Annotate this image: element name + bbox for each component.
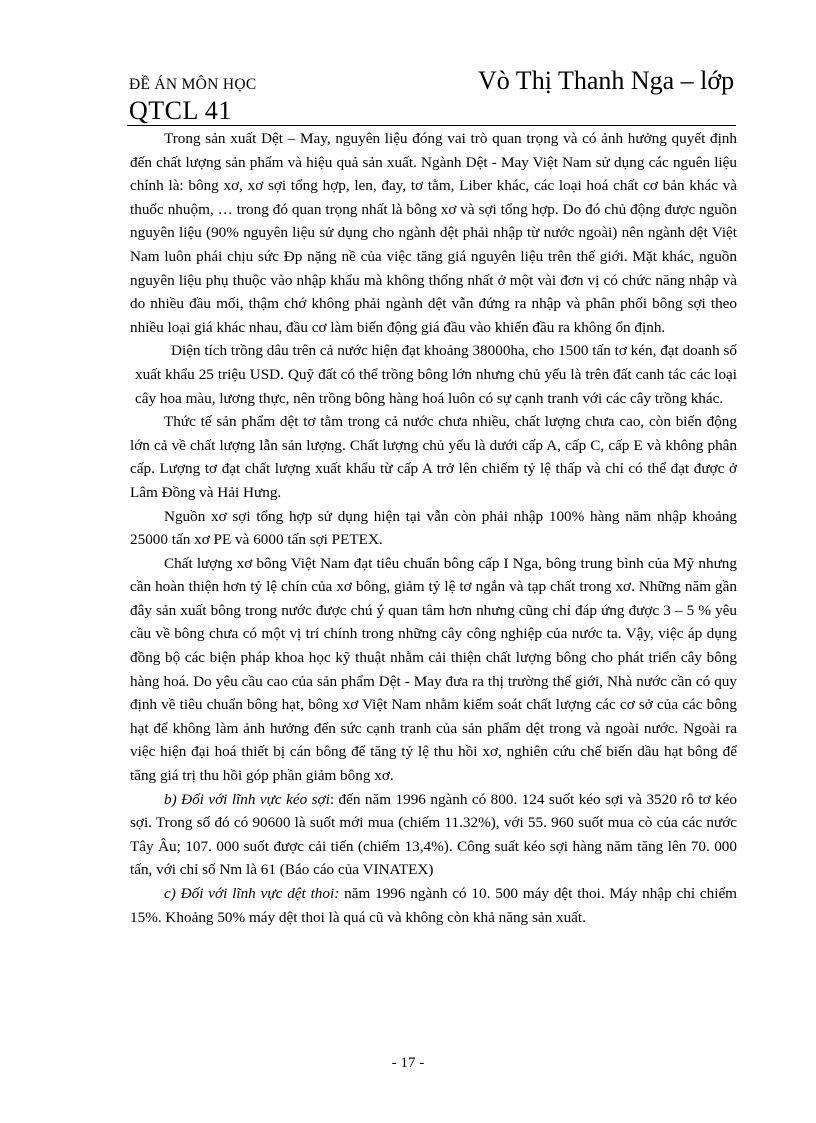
header-subject: ĐỀ ÁN MÔN HỌC: [129, 76, 257, 93]
header-class-code: QTCL 41: [129, 96, 232, 125]
page-number: - 17 -: [391, 1055, 425, 1071]
paragraph-spinning: [130, 788, 737, 882]
weaving-text: năm 1996 ngành có 10. 500 máy dệt thoi. Máy nhập chỉ chiếm 15%. Khoảng 50% máy dệt thoi là quá cũ và không còn khả năng sản xuất.: [130, 885, 737, 926]
paragraph-cotton-quality: Chất lượng xơ bông Việt Nam đạt tiêu chuẩn bông cấp I Nga, bông trung bình của Mỹ nhưng cần hoàn thiện hơn tỷ lệ chín của xơ bông, giảm tỷ lệ tơ ngắn và tạp chất trong xơ. Những năm gần đây sản xuất bông trong nước được chú ý quan tâm hơn nhưng cũng chỉ đáp ứng được 3 – 5 % yêu cầu về bông chưa có một vị trí chính trong những cây công nghiệp của nước ta. Vậy, việc áp dụng đồng bộ các biện pháp khoa học kỹ thuật nhằm cải thiện chất lượng bông cho phát triển cây bông hàng hoá. Do yêu cầu cao của sản phẩm Dệt - May đưa ra thị trường thế giới, Nhà nước cần có quy định về tiêu chuẩn bông hạt, bông xơ Việt Nam nhằm kiểm soát chất lượng các cơ sở của các bông hạt để không làm ảnh hưởng đến sức cạnh tranh của sản phẩm dệt trong và ngoài nước. Ngoài ra việc hiện đại hoá thiết bị cán bông để tăng tỷ lệ thu hồi xơ, nghiên cứu chế biến dầu hạt bông để tăng giá trị thu hồi góp phần giảm bông xơ.: [130, 554, 737, 785]
weaving-heading: c) Đối với lĩnh vực dệt thoi:: [164, 885, 340, 902]
header-rule: [127, 125, 736, 126]
spinning-heading: b) Đối với lĩnh vực kéo sợi: [164, 790, 330, 808]
paragraph-weaving: [130, 882, 737, 929]
header-author-class: Vò Thị Thanh Nga – lớp: [478, 66, 735, 95]
document-body: [130, 127, 737, 929]
spinning-text: : đến năm 1996 ngành có 800. 124 suốt kéo sợi và 3520 rô tơ kéo sợi. Trong số đó có 90600 là suốt mới mua (chiếm 11.32%), với 55. 960 suốt mua cò của các nước Tây Âu; 107. 000 suốt được cải tiến (chiếm 13,4%). Công suất kéo sợi hàng năm tăng lên 70. 000 tấn, với chỉ số Nm là 61 (Báo cáo của VINATEX): [130, 790, 738, 879]
paragraph-synthetic-fiber: Nguồn xơ sợi tổng hợp sử dụng hiện tại vẫn còn phải nhập 100% hàng năm nhập khoảng 25000 tấn xơ PE và 6000 tấn sợi PETEX.: [130, 507, 737, 549]
paragraph-silk-quality: Thức tế sản phẩm dệt tơ tằm trong cả nước chưa nhiều, chất lượng chưa cao, còn biến động lớn cả về chất lượng lẫn sản lượng. Chất lượng chủ yếu là dưới cấp A, cấp C, cấp E và không phân cấp. Lượng tơ đạt chất lượng xuất khẩu từ cấp A trở lên chiếm tỷ lệ thấp và chỉ có thể đạt được ở Lâm Đồng và Hải Hưng.: [130, 413, 737, 501]
paragraph-mulberry-area: Diện tích trồng dâu trên cả nước hiện đạt khoảng 38000ha, cho 1500 tấn tơ kén, đạt doanh số xuất khẩu 25 triệu USD. Quỹ đất có thể trồng bông lớn nhưng chủ yếu là trên đất canh tác các loại cây hoa màu, lương thực, nên trồng bông hàng hoá luôn có sự cạnh tranh với các cây trồng khác.: [135, 342, 737, 407]
paragraph-raw-materials: Trong sản xuất Dệt – May, nguyên liệu đóng vai trò quan trọng và có ảnh hưởng quyết định đến chất lượng sản phẩm và hiệu quả sản xuất. Ngành Dệt - May Việt Nam sử dụng các nguên liệu chính là: bông xơ, xơ sợi tổng hợp, len, đay, tơ tằm, Liber khác, các loại hoá chất cơ bản khác và thuốc nhuộm, … trong đó quan trọng nhất là bông xơ và sợi tổng hợp. Do đó chủ động được nguồn nguyên liệu (90% nguyên liệu sử dụng cho ngành dệt phải nhập từ nước ngoài) nên ngành dệt Việt Nam luôn phái chịu sức Đp nặng nề của việc tăng giá nguyên liệu trên thế giới. Mặt khác, nguồn nguyên liệu phụ thuộc vào nhập khẩu mà không thống nhất ở một vài đơn vị có chức năng nhập và do nhiều đầu mối, thậm chớ không phải ngành dệt vẫn đứng ra nhập và phân phối bông sợi theo nhiều loại giá khác nhau, đầu cơ làm biến động giá đầu vào khiến đầu ra không ổn định.: [130, 130, 737, 336]
